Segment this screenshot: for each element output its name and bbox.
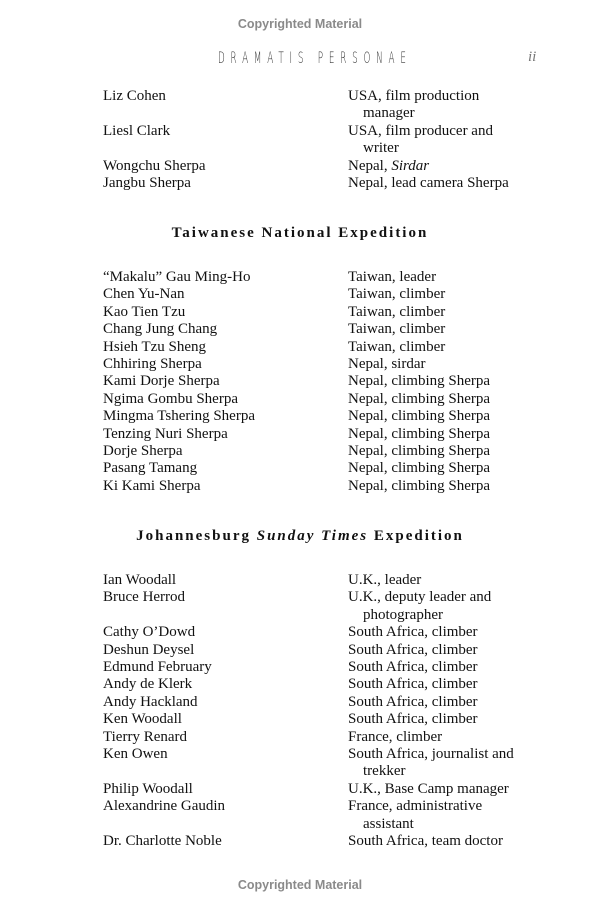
member-row: [0, 676, 600, 693]
role-text: Taiwan, climber: [348, 338, 446, 355]
role-text: South Africa, climber: [348, 641, 478, 658]
role-text: USA, film production: [348, 88, 480, 104]
member-row: [0, 798, 600, 833]
member-name: Bruce Herrod: [103, 589, 186, 606]
member-name: Edmund February: [103, 658, 212, 675]
member-name: Tierry Renard: [103, 728, 188, 745]
member-role: [348, 781, 538, 798]
member-row: [0, 123, 600, 158]
member-row: [0, 175, 600, 192]
member-role: [348, 321, 538, 338]
member-role: [348, 339, 538, 356]
section-heading-taiwanese: Taiwanese National Expedition: [171, 225, 429, 241]
member-row: [0, 408, 600, 425]
member-row: [0, 373, 600, 390]
member-name: Kami Dorje Sherpa: [103, 373, 220, 390]
member-name: Andy Hackland: [103, 693, 198, 710]
member-role: [348, 798, 538, 833]
member-role: [348, 460, 538, 477]
member-role: [348, 572, 538, 589]
member-row: [0, 589, 600, 624]
role-text: Nepal, climbing Sherpa: [348, 373, 491, 390]
role-text: Nepal, climbing Sherpa: [348, 477, 491, 494]
member-row: [0, 158, 600, 175]
member-name: Philip Woodall: [103, 780, 193, 797]
member-row: [0, 460, 600, 477]
member-role: [348, 676, 538, 693]
member-name: Ken Owen: [103, 745, 168, 762]
role-text: Taiwan, leader: [348, 269, 437, 285]
member-name: Jangbu Sherpa: [103, 174, 191, 191]
member-name: Tenzing Nuri Sherpa: [103, 425, 228, 442]
role-text: Taiwan, climber: [348, 303, 446, 320]
member-role: [348, 304, 538, 321]
role-text: Taiwan, climber: [348, 286, 446, 303]
role-text: South Africa, team doctor: [348, 832, 503, 849]
member-role: [348, 694, 538, 711]
member-name: Mingma Tshering Sherpa: [103, 408, 255, 425]
member-row: [0, 711, 600, 728]
member-role: [348, 88, 538, 123]
role-text: France, administrative: [348, 798, 483, 815]
member-row: [0, 478, 600, 495]
member-role: [348, 408, 538, 425]
member-name: Liesl Clark: [103, 122, 171, 139]
member-row: [0, 746, 600, 781]
member-role: [348, 426, 538, 443]
member-role: [348, 642, 538, 659]
member-row: [0, 269, 600, 286]
section-johannesburg-expedition: [0, 572, 600, 850]
copyright-watermark-top: Copyrighted Material: [237, 17, 363, 31]
member-role: [348, 286, 538, 303]
member-role: [348, 373, 538, 390]
role-text: Nepal,: [348, 157, 392, 174]
member-name: Deshun Deysel: [103, 641, 195, 658]
member-name: Chang Jung Chang: [103, 321, 218, 338]
member-row: [0, 781, 600, 798]
member-name: Ken Woodall: [103, 711, 182, 728]
role-continuation: trekker: [363, 763, 406, 780]
member-role: [348, 624, 538, 641]
member-name: Alexandrine Gaudin: [103, 798, 226, 815]
member-name: Andy de Klerk: [103, 676, 193, 693]
member-role: [348, 356, 538, 373]
member-name: Ian Woodall: [103, 572, 177, 588]
running-head: DRAMATIS PERSONAE: [218, 48, 412, 67]
role-italic-text: Sirdar: [391, 157, 430, 174]
role-text: South Africa, climber: [348, 711, 478, 728]
member-role: [348, 158, 538, 175]
role-continuation: assistant: [363, 815, 414, 832]
member-row: [0, 624, 600, 641]
member-name: Wongchu Sherpa: [103, 157, 206, 174]
member-role: [348, 443, 538, 460]
member-name: Cathy O’Dowd: [103, 624, 196, 641]
member-row: [0, 356, 600, 373]
role-continuation: manager: [363, 105, 415, 122]
member-role: [348, 711, 538, 728]
role-text: South Africa, journalist and: [348, 745, 514, 762]
role-text: Taiwan, climber: [348, 321, 446, 338]
member-name: Kao Tien Tzu: [103, 303, 186, 320]
member-name: Chhiring Sherpa: [103, 355, 202, 372]
member-role: [348, 833, 538, 850]
member-row: [0, 88, 600, 123]
member-role: [348, 659, 538, 676]
member-row: [0, 426, 600, 443]
member-row: [0, 833, 600, 850]
member-name: Chen Yu-Nan: [103, 286, 185, 303]
member-role: [348, 589, 538, 624]
role-text: Nepal, climbing Sherpa: [348, 390, 491, 407]
heading-italic-part: Sunday Times: [256, 528, 369, 544]
member-name: “Makalu” Gau Ming-Ho: [103, 269, 251, 285]
heading-part: Expedition: [368, 528, 464, 544]
section-taiwanese-expedition: [0, 269, 600, 495]
member-name: Hsieh Tzu Sheng: [103, 338, 207, 355]
member-row: [0, 694, 600, 711]
copyright-watermark-bottom: Copyrighted Material: [237, 878, 363, 892]
member-row: [0, 286, 600, 303]
member-name: Ngima Gombu Sherpa: [103, 390, 238, 407]
role-text: South Africa, climber: [348, 676, 478, 693]
member-name: Pasang Tamang: [103, 460, 198, 477]
member-name: Ki Kami Sherpa: [103, 477, 201, 494]
role-text: Nepal, climbing Sherpa: [348, 425, 491, 442]
heading-part: Johannesburg: [136, 528, 257, 544]
member-row: [0, 642, 600, 659]
member-row: [0, 659, 600, 676]
member-row: [0, 391, 600, 408]
member-name: Liz Cohen: [103, 88, 166, 104]
role-continuation: photographer: [363, 606, 443, 623]
member-role: [348, 123, 538, 158]
member-row: [0, 339, 600, 356]
role-continuation: writer: [363, 140, 399, 157]
member-role: Nepal, lead camera Sherpa: [348, 174, 509, 191]
member-row: [0, 321, 600, 338]
role-text: U.K., leader: [348, 572, 422, 588]
role-text: Nepal, climbing Sherpa: [348, 408, 491, 425]
page-number: ii: [528, 49, 537, 65]
role-text: France, climber: [348, 728, 443, 745]
role-text: Nepal, sirdar: [348, 355, 426, 372]
section-film-crew: [0, 88, 600, 192]
member-row: [0, 729, 600, 746]
role-text: Nepal, climbing Sherpa: [348, 442, 491, 459]
section-heading-johannesburg: [0, 528, 600, 545]
member-role: [348, 729, 538, 746]
member-role: [348, 746, 538, 781]
member-role: [348, 391, 538, 408]
member-row: [0, 304, 600, 321]
role-text: South Africa, climber: [348, 624, 478, 641]
member-name: Dorje Sherpa: [103, 442, 183, 459]
member-name: Dr. Charlotte Noble: [103, 832, 222, 849]
role-text: USA, film producer and: [348, 122, 493, 139]
member-row: [0, 572, 600, 589]
member-role: [348, 269, 538, 286]
role-text: Nepal, climbing Sherpa: [348, 460, 491, 477]
member-row: [0, 443, 600, 460]
member-role: [348, 478, 538, 495]
role-text: U.K., Base Camp manager: [348, 780, 509, 797]
role-text: South Africa, climber: [348, 658, 478, 675]
role-text: U.K., deputy leader and: [348, 589, 492, 606]
role-text: South Africa, climber: [348, 693, 478, 710]
